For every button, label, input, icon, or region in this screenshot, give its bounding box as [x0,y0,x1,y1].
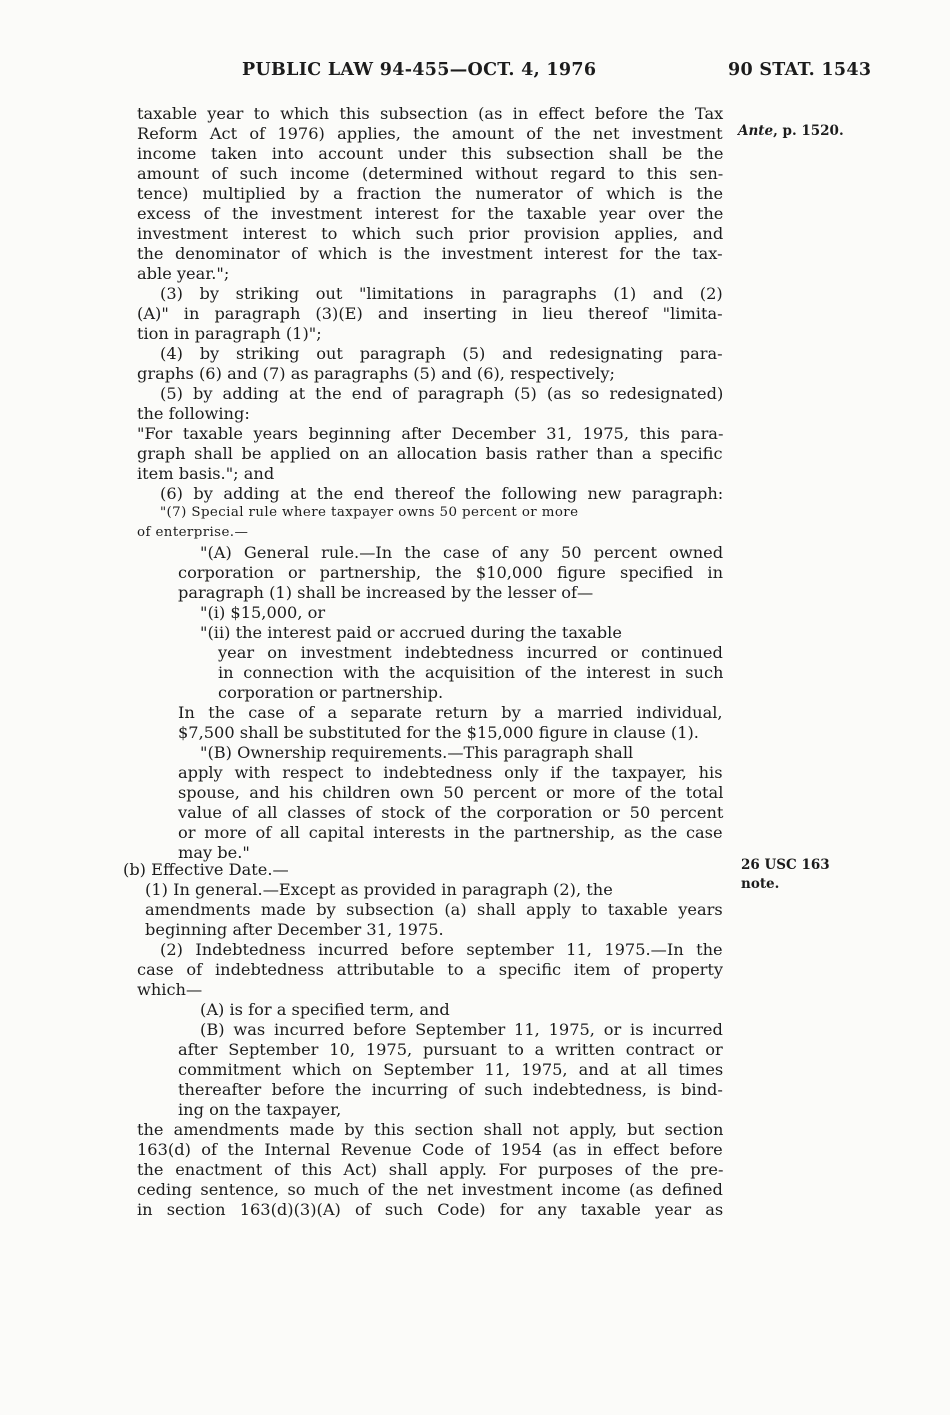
text-line: commitment which on September 11, 1975, and at all times [178,1060,724,1079]
text-line: tence) multiplied by a fraction the numerator of which is the [137,184,724,203]
text-line: beginning after December 31, 1975. [145,920,444,939]
text-line: the denominator of which is the investment interest for the tax- [137,244,723,263]
text-line: able year."; [137,264,230,283]
text-line: (6) by adding at the end thereof the following new paragraph: [160,484,724,503]
text-line: year on investment indebtedness incurred or continued [218,643,723,662]
text-line: $7,500 shall be substituted for the $15,000 figure in clause (1). [178,723,699,742]
text-line: apply with respect to indebtedness only if the taxpayer, his [178,763,723,782]
text-line: in connection with the acquisition of the interest in such [218,663,724,682]
text-line: "(7) Special rule where taxpayer owns 50 percent or more [160,505,579,520]
text-line: (b) Effective Date.— [123,860,289,879]
text-line: item basis."; and [137,464,275,483]
text-line: (5) by adding at the end of paragraph (5) (as so redesignated) [160,384,724,403]
text-line: graph shall be applied on an allocation basis rather than a specific [137,444,723,463]
text-line: amendments made by subsection (a) shall apply to taxable years [145,900,723,919]
text-line: (4) by striking out paragraph (5) and redesignating para- [160,344,723,363]
text-line: tion in paragraph (1)"; [137,324,322,343]
text-line: (2) Indebtedness incurred before september 11, 1975.—In the [160,940,723,959]
text-line: corporation or partnership. [218,683,444,702]
text-line: "(ii) the interest paid or accrued during the taxable [200,623,622,642]
statute-page-number: 90 STAT. 1543 [728,60,872,80]
margin-note-ante [738,122,844,141]
text-line: In the case of a separate return by a married individual, [178,703,723,722]
text-line: excess of the investment interest for the taxable year over the [137,204,724,223]
text-line: (A)" in paragraph (3)(E) and inserting in lieu thereof "limita- [137,304,723,323]
text-line: taxable year to which this subsection (as in effect before the Tax [137,104,724,123]
text-line: "(B) Ownership requirements.—This paragraph shall [200,743,634,762]
text-line: the following: [137,404,250,423]
margin-note-ante-text: Ante, p. 1520. [738,123,844,139]
text-line: Reform Act of 1976) applies, the amount of the net investment [137,124,723,143]
text-line: investment interest to which such prior provision applies, and [137,224,724,243]
text-line: "For taxable years beginning after December 31, 1975, this para- [137,424,724,443]
margin-note-usc-line1: 26 USC 163 [741,857,830,873]
text-line: value of all classes of stock of the corporation or 50 percent [178,803,724,822]
text-line: after September 10, 1975, pursuant to a written contract or [178,1040,723,1059]
text-line: paragraph (1) shall be increased by the lesser of— [178,583,594,602]
text-line: ceding sentence, so much of the net investment income (as defined [137,1180,723,1199]
running-header-title: PUBLIC LAW 94-455—OCT. 4, 1976 [242,60,597,80]
text-line: 163(d) of the Internal Revenue Code of 1954 (as in effect before [137,1140,723,1159]
text-line: (3) by striking out "limitations in paragraphs (1) and (2) [160,284,723,303]
text-line: amount of such income (determined without regard to this sen- [137,164,724,183]
text-line: (B) was incurred before September 11, 1975, or is incurred [200,1020,723,1039]
text-line: of enterprise.— [137,525,249,540]
text-line: in section 163(d)(3)(A) of such Code) for any taxable year as [137,1200,724,1219]
text-line: graphs (6) and (7) as paragraphs (5) and (6), respectively; [137,364,615,383]
text-line: ing on the taxpayer, [178,1100,342,1119]
text-line: "(A) General rule.—In the case of any 50 percent owned [200,543,724,562]
text-line: the enactment of this Act) shall apply. For purposes of the pre- [137,1160,724,1179]
text-line: spouse, and his children own 50 percent or more of the total [178,783,724,802]
text-line: the amendments made by this section shall not apply, but section [137,1120,724,1139]
margin-note-usc [741,856,851,894]
text-line: "(i) $15,000, or [200,603,326,622]
text-line: may be." [178,843,250,862]
text-line: thereafter before the incurring of such indebtedness, is bind- [178,1080,723,1099]
text-line: or more of all capital interests in the partnership, as the case [178,823,723,842]
text-line: case of indebtedness attributable to a specific item of property [137,960,724,979]
text-line: income taken into account under this subsection shall be the [137,144,724,163]
text-line: (A) is for a specified term, and [200,1000,450,1019]
margin-note-usc-line2: note. [741,876,780,892]
text-line: corporation or partnership, the $10,000 figure specified in [178,563,724,582]
text-line: which— [137,980,203,999]
text-line: (1) In general.—Except as provided in paragraph (2), the [145,880,613,899]
